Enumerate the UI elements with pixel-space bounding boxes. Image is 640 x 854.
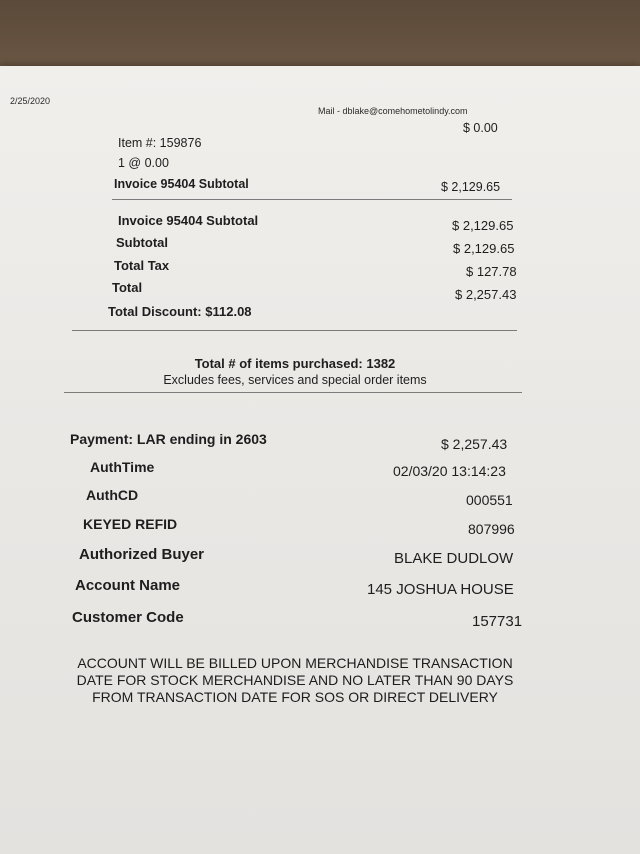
total-label: Total (112, 280, 143, 295)
items-excludes-note: Excludes fees, services and special order items (163, 373, 427, 387)
divider (72, 330, 517, 331)
account-name-value: 145 JOSHUA HOUSE (367, 581, 514, 598)
receipt-paper (0, 66, 640, 854)
divider (64, 392, 522, 393)
billing-notice-line-3: FROM TRANSACTION DATE FOR SOS OR DIRECT DELIVERY (92, 689, 498, 705)
billing-notice-line-2: DATE FOR STOCK MERCHANDISE AND NO LATER THAN 90 DAYS (76, 672, 514, 688)
total-value: $ 2,257.43 (455, 287, 517, 302)
authcd-label: AuthCD (86, 487, 139, 503)
authcd-value: 000551 (466, 492, 513, 508)
payment-amount: $ 2,257.43 (441, 436, 508, 452)
item-qty: 1 @ 0.00 (118, 156, 169, 170)
customer-code-value: 157731 (472, 613, 523, 630)
keyed-refid-value: 807996 (468, 521, 515, 537)
tax-value: $ 127.78 (466, 264, 517, 279)
subtotal-label: Subtotal (116, 235, 168, 250)
item-subtotal-value: $ 2,129.65 (441, 180, 501, 194)
invoice-subtotal-label: Invoice 95404 Subtotal (118, 213, 259, 228)
account-name-label: Account Name (75, 577, 181, 594)
item-number: Item #: 159876 (118, 136, 202, 150)
authorized-buyer-label: Authorized Buyer (79, 546, 205, 563)
subtotal-value: $ 2,129.65 (453, 241, 515, 256)
authtime-label: AuthTime (90, 459, 155, 475)
total-discount: Total Discount: $112.08 (108, 304, 252, 319)
payment-label: Payment: LAR ending in 2603 (70, 431, 267, 447)
customer-code-label: Customer Code (72, 609, 184, 626)
tax-label: Total Tax (114, 258, 170, 273)
invoice-subtotal-value: $ 2,129.65 (452, 218, 514, 233)
print-date: 2/25/2020 (10, 96, 51, 106)
mail-header: Mail - dblake@comehometolindy.com (318, 106, 468, 116)
keyed-refid-label: KEYED REFID (83, 516, 178, 532)
divider (112, 199, 512, 200)
authorized-buyer-value: BLAKE DUDLOW (394, 550, 514, 567)
item-amount: $ 0.00 (463, 121, 498, 135)
authtime-value: 02/03/20 13:14:23 (393, 463, 506, 479)
items-count: Total # of items purchased: 1382 (194, 356, 396, 371)
item-subtotal-label: Invoice 95404 Subtotal (114, 177, 249, 191)
billing-notice-line-1: ACCOUNT WILL BE BILLED UPON MERCHANDISE TRANSACTION (77, 655, 513, 671)
